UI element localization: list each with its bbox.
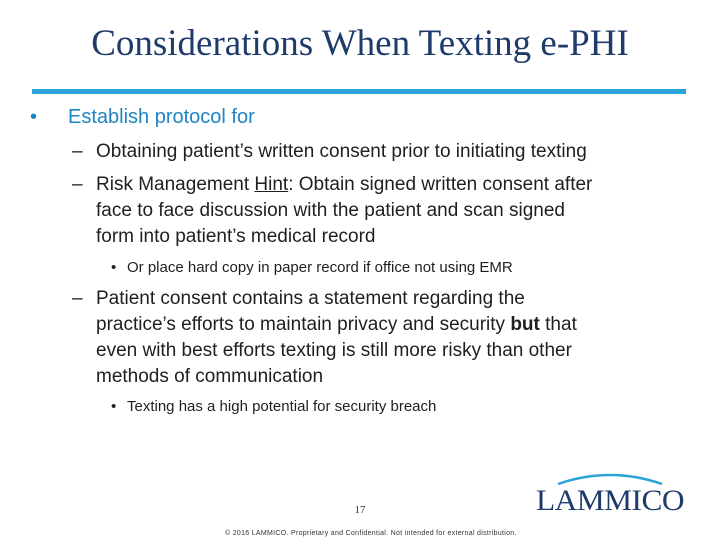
sub-bullet-line	[96, 172, 592, 198]
bullet-text: Establish protocol for	[68, 106, 255, 128]
dash-marker: –	[72, 174, 83, 195]
title-divider	[32, 89, 686, 94]
logo-arc	[558, 475, 662, 484]
bold-word: but	[510, 314, 540, 335]
sub-bullet-line: methods of communication	[96, 366, 324, 387]
small-bullet-text: Or place hard copy in paper record if office not using EMR	[127, 259, 513, 276]
small-bullet-marker: •	[111, 398, 117, 415]
sub-bullet-line: Patient consent contains a statement regarding the	[96, 288, 525, 309]
sub-bullet-line: even with best efforts texting is still more risky than other	[96, 340, 572, 361]
sub-bullet-line: form into patient’s medical record	[96, 226, 376, 247]
small-bullet-text: Texting has a high potential for security breach	[127, 398, 437, 415]
dash-marker: –	[72, 288, 83, 309]
bullet-marker: •	[30, 106, 38, 128]
copyright-notice: © 2016 LAMMICO. Proprietary and Confidential. Not intended for external distribution.	[225, 530, 517, 537]
text-a: practice’s efforts to maintain privacy and security	[96, 314, 511, 335]
small-bullet-marker: •	[111, 259, 117, 276]
sub-bullet-text: Obtaining patient’s written consent prior to initiating texting	[96, 141, 587, 162]
text-prefix: Risk Management	[96, 174, 255, 195]
dash-marker: –	[72, 141, 83, 162]
page-number: 17	[354, 504, 366, 516]
sub-bullet-line	[96, 312, 577, 338]
logo-wordmark: LAMMICO	[536, 484, 684, 517]
hint-label: Hint	[254, 174, 289, 195]
bullet-level1	[30, 106, 37, 129]
lammico-logo	[530, 470, 690, 530]
slide-title: Considerations When Texting e-PHI	[91, 23, 629, 64]
sub-bullet-line: face to face discussion with the patient and scan signed	[96, 200, 565, 221]
text-b: that	[539, 314, 577, 335]
text-rest: : Obtain signed written consent after	[288, 174, 593, 195]
